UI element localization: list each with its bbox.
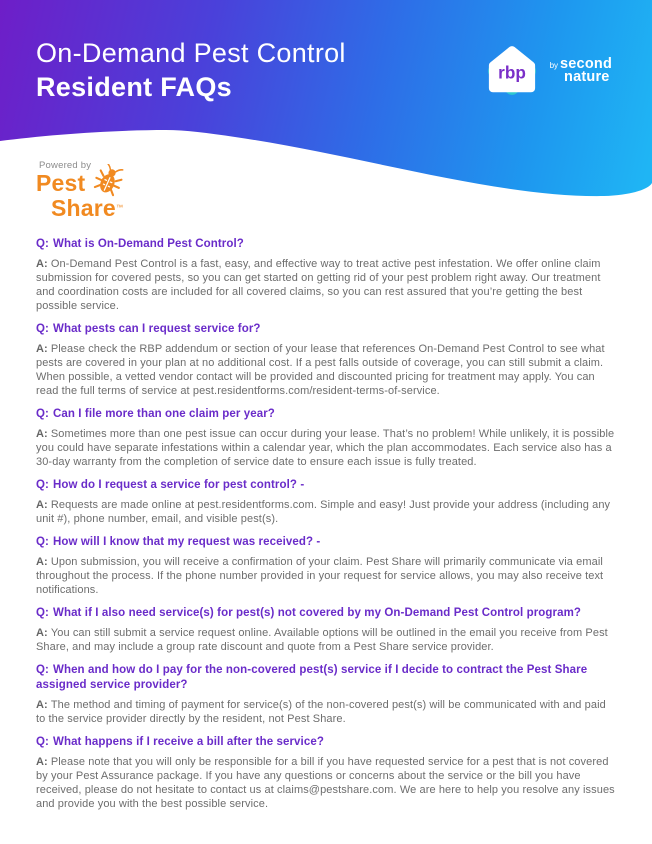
answer-text: Sometimes more than one pest issue can occur during your lease. That’s no problem! While unlikely, it is possible you could have separate infestations within a calendar year, which the plan accommodates. Each service also has a 30-day warranty from the completion of service date to ensure each issue is fully treated. [36,428,615,468]
answer-text: Please note that you will only be responsible for a bill if you have requested service for a pest that is not covered by your Pest Assurance package. If you have any questions or concerns about the service or the bill you have received, please do not hesitate to contact us at claims@pestshare.com. We are here to help you resolve any issues and provide you with the best possible service. [36,756,615,810]
trademark-symbol: ™ [115,204,123,212]
answer-text: On-Demand Pest Control is a fast, easy, and effective way to treat active pest infestation. We offer online claim submission for covered pests, so you can get started on getting rid of your pest problem right away. Our treatment and coordination costs are included for all covered claims, so you can rest assured that you’re getting the best possible service. [36,258,601,312]
answer-text: The method and timing of payment for service(s) of the non-covered pest(s) will be communicated with and paid to the service provider directly by the resident, not Pest Share. [36,699,606,725]
second-nature-wordmark [550,58,612,84]
faq-answer [36,257,618,313]
title-line2: Resident FAQs [36,72,232,102]
header [0,0,652,221]
faq-item-4 [36,478,618,526]
answer-prefix: A: [36,556,48,568]
question-prefix: Q: [36,607,49,619]
question-text: When and how do I pay for the non-covered pest(s) service if I decide to contract the Pest Share assigned service provider? [36,664,588,691]
faq-item-2 [36,322,618,398]
answer-prefix: A: [36,428,48,440]
question-text: What if I also need service(s) for pest(s) not covered by my On-Demand Pest Control program? [52,607,582,619]
faq-question [36,663,618,693]
pest-wordmark: Pest [36,170,86,196]
answer-prefix: A: [36,627,48,639]
answer-prefix: A: [36,343,48,355]
faq-question [36,735,618,750]
question-text: What is On-Demand Pest Control? [52,238,244,250]
rbp-logo-badge [483,42,541,100]
faq-item-1 [36,237,618,313]
question-text: What happens if I receive a bill after the service? [52,736,324,748]
faq-answer [36,755,618,811]
page-title [36,36,346,104]
answer-text: Please check the RBP addendum or section of your lease that references On-Demand Pest Control to see what pests are covered in your plan at no additional cost. If a pest falls outside of coverage, you can still submit a claim. When possible, a vetted vendor contact will be provided and discounted pricing for treatment may apply. You can read the full terms of service at pest.residentforms.com/resident-terms-of-service. [36,343,605,397]
faq-item-8 [36,735,618,811]
faq-item-5 [36,535,618,597]
question-prefix: Q: [36,323,49,335]
answer-text: Upon submission, you will receive a confirmation of your claim. Pest Share will primarily communicate via email throughout the process. If the phone number provided in your request for service allows, you may also receive text notifications. [36,556,604,596]
faq-content [0,215,652,811]
faq-question [36,535,618,550]
rbp-second-nature-brand [483,42,612,100]
question-text: Can I file more than one claim per year? [52,408,275,420]
faq-question [36,237,618,252]
pest-share-logo [36,160,124,221]
title-line1: On-Demand Pest Control [36,38,346,68]
faq-question [36,322,618,337]
question-prefix: Q: [36,408,49,420]
answer-prefix: A: [36,499,48,511]
powered-by-label: Powered by [39,160,92,171]
faq-item-7 [36,663,618,726]
faq-question [36,606,618,621]
answer-prefix: A: [36,258,48,270]
question-prefix: Q: [36,479,49,491]
faq-question [36,478,618,493]
faq-answer [36,342,618,398]
faq-item-3 [36,407,618,469]
brand-line2: nature [564,69,610,85]
question-prefix: Q: [36,736,49,748]
answer-prefix: A: [36,699,48,711]
question-prefix: Q: [36,536,49,548]
question-text: How do I request a service for pest control? - [52,479,305,491]
answer-prefix: A: [36,756,48,768]
answer-text: Requests are made online at pest.residentforms.com. Simple and easy! Just provide your address (including any unit #), phone number, email, and visible pest(s). [36,499,611,525]
faq-answer [36,698,618,726]
question-prefix: Q: [36,664,49,676]
question-prefix: Q: [36,238,49,250]
faq-answer [36,555,618,597]
answer-text: You can still submit a service request online. Available options will be outlined in the email you receive from Pest Share, and may include a group rate discount and quote from a Pest Share service provider. [36,627,608,653]
question-text: What pests can I request service for? [52,323,261,335]
faq-question [36,407,618,422]
brand-line1: second [560,56,612,72]
by-label: by [549,61,559,70]
share-wordmark: Share [51,195,116,221]
rbp-logo-text: rbp [497,62,526,83]
faq-answer [36,498,618,526]
question-text: How will I know that my request was received? - [52,536,321,548]
faq-item-6 [36,606,618,654]
faq-answer [36,427,618,469]
faq-answer [36,626,618,654]
